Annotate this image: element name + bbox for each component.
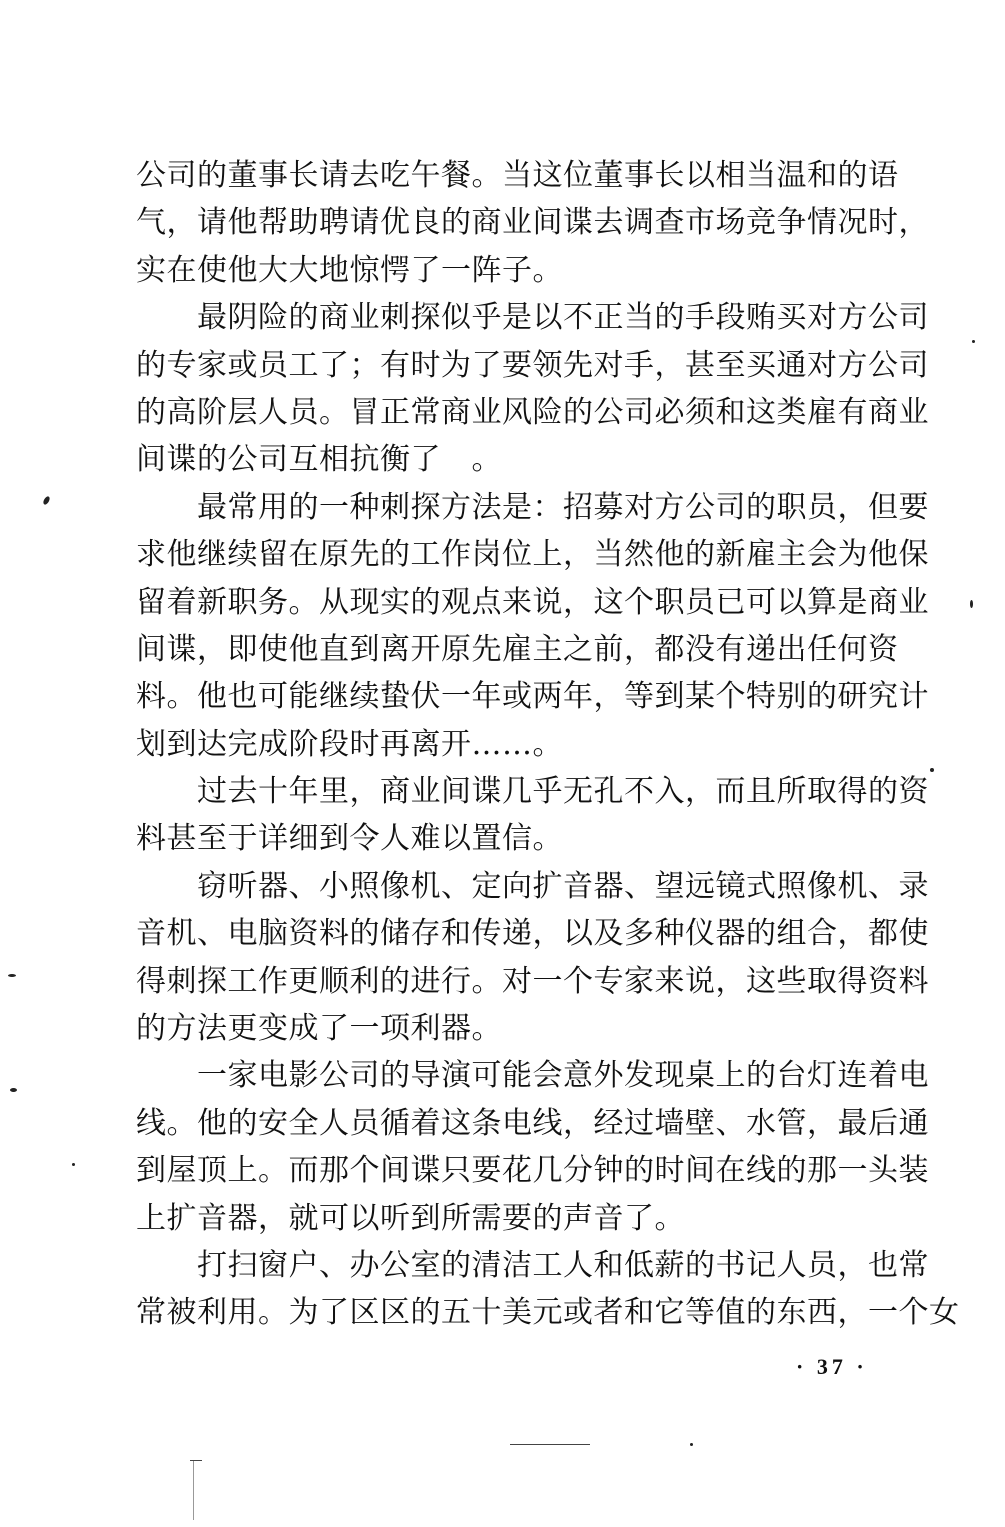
text-line: 到屋顶上。而那个间谍只要花几分钟的时间在线的那一头装 [136, 1153, 929, 1189]
scan-speck [970, 600, 973, 608]
scan-speck [8, 974, 16, 977]
text-line: 留着新职务。从现实的观点来说，这个职员已可以算是商业 [136, 584, 929, 620]
text-line: 料。他也可能继续蛰伏一年或两年，等到某个特别的研究计 [136, 679, 929, 715]
body-text [136, 152, 960, 1337]
scan-line [193, 1460, 194, 1520]
text-line: 过去十年里，商业间谍几乎无孔不入，而且所取得的资 [136, 774, 929, 810]
text-line: 的高阶层人员。冒正常商业风险的公司必须和这类雇有商业 [136, 394, 929, 430]
scan-speck [972, 340, 975, 343]
text-line: 间谍的公司互相抗衡了 。 [136, 442, 502, 478]
scan-speck [690, 1443, 693, 1446]
text-line: 得刺探工作更顺利的进行。对一个专家来说，这些取得资料 [136, 963, 929, 999]
text-line: 最阴险的商业刺探似乎是以不正当的手段贿买对方公司 [136, 300, 929, 336]
text-line: 料甚至于详细到令人难以置信。 [136, 821, 563, 857]
text-line: 间谍，即使他直到离开原先雇主之前，都没有递出任何资 [136, 631, 899, 667]
text-line: 划到达完成阶段时再离开……。 [136, 726, 563, 762]
scan-speck [10, 1088, 17, 1092]
scan-speck [42, 495, 51, 505]
text-line: 窃听器、小照像机、定向扩音器、望远镜式照像机、录 [136, 868, 929, 904]
text-line: 的方法更变成了一项利器。 [136, 1011, 502, 1047]
text-line: 打扫窗户、办公室的清洁工人和低薪的书记人员，也常 [136, 1247, 929, 1283]
text-line: 上扩音器，就可以听到所需要的声音了。 [136, 1200, 685, 1236]
text-line: 线。他的安全人员循着这条电线，经过墙壁、水管，最后通 [136, 1105, 929, 1141]
text-line: 实在使他大大地惊愕了一阵子。 [136, 252, 563, 288]
text-line: 的专家或员工了；有时为了要领先对手，甚至买通对方公司 [136, 347, 929, 383]
text-line: 气，请他帮助聘请优良的商业间谍去调查市场竞争情况时， [136, 205, 929, 241]
page-number: · 37 · [796, 1354, 868, 1379]
text-line: 常被利用。为了区区的五十美元或者和它等值的东西，一个女 [136, 1295, 960, 1331]
text-line: 求他继续留在原先的工作岗位上，当然他的新雇主会为他保 [136, 537, 929, 573]
text-line: 音机、电脑资料的储存和传递，以及多种仪器的组合，都使 [136, 916, 929, 952]
text-line: 公司的董事长请去吃午餐。当这位董事长以相当温和的语 [136, 158, 899, 193]
text-line: 最常用的一种刺探方法是：招募对方公司的职员，但要 [136, 489, 929, 525]
text-line: 一家电影公司的导演可能会意外发现桌上的台灯连着电 [136, 1058, 929, 1094]
scan-speck [72, 1163, 75, 1166]
scan-line [190, 1460, 202, 1461]
scan-speck [930, 768, 934, 772]
scan-line [510, 1444, 590, 1445]
